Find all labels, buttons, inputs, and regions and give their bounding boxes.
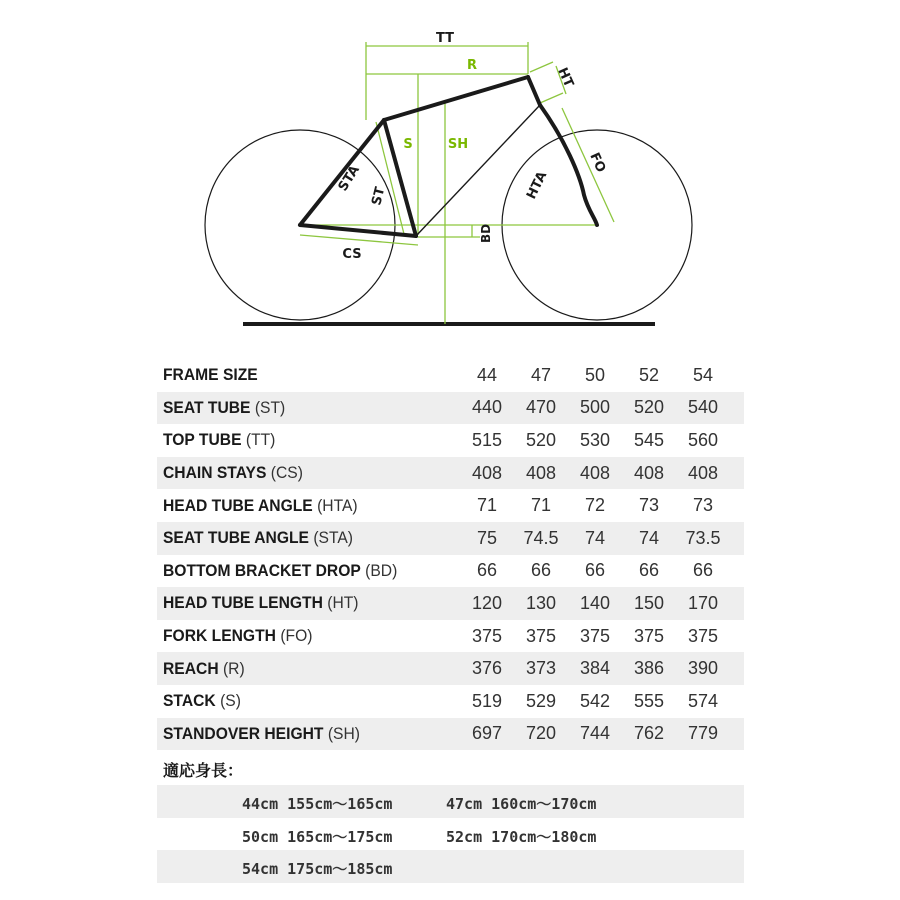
label-r: R (466, 58, 478, 73)
row-abbr: (CS) (270, 463, 303, 483)
row-name: FORK LENGTH (163, 626, 276, 646)
row-abbr: (STA) (313, 528, 354, 548)
table-cell: 375 (525, 625, 557, 646)
table-header-cell: 50 (584, 364, 606, 385)
table-cell: 373 (525, 658, 557, 679)
table-cell: 73.5 (685, 527, 721, 548)
row-name: HEAD TUBE ANGLE (163, 495, 313, 515)
fit-height-entry: 50cm 165cm～175cm (242, 827, 393, 846)
table-cell: 390 (687, 658, 719, 679)
table-cell: 744 (579, 723, 611, 744)
row-label (163, 659, 245, 679)
row-label (163, 528, 353, 548)
table-cell: 71 (476, 495, 498, 516)
table-row (157, 620, 744, 653)
row-label (163, 561, 397, 581)
table-cell: 384 (579, 658, 611, 679)
geometry-table (157, 359, 744, 750)
table-cell: 440 (471, 397, 503, 418)
table-row (157, 522, 744, 555)
fit-height-entry: 44cm 155cm～165cm (242, 795, 393, 813)
row-name: CHAIN STAYS (163, 463, 267, 483)
row-abbr: (FO) (280, 626, 313, 646)
table-cell: 375 (633, 625, 665, 646)
fit-height-title: 適応身長： (163, 761, 244, 780)
table-cell: 73 (638, 495, 660, 516)
fit-height-row (157, 818, 744, 851)
label-ht: HT (554, 65, 577, 90)
table-cell: 720 (525, 723, 557, 744)
row-name: TOP TUBE (163, 430, 242, 450)
table-cell: 697 (471, 723, 503, 744)
table-cell: 375 (579, 625, 611, 646)
label-sh: SH (447, 137, 469, 152)
row-abbr: (R) (222, 658, 245, 678)
table-row (157, 555, 744, 588)
table-cell: 375 (471, 625, 503, 646)
row-abbr: (S) (220, 691, 241, 711)
table-row (157, 392, 744, 425)
table-cell: 66 (530, 560, 552, 581)
table-cell: 540 (687, 397, 719, 418)
table-header-cell: 47 (530, 364, 552, 385)
table-cell: 73 (692, 495, 714, 516)
label-tt: TT (435, 31, 455, 46)
table-cell: 74 (638, 527, 660, 548)
table-cell: 72 (584, 495, 606, 516)
table-body (157, 392, 744, 751)
table-cell: 66 (476, 560, 498, 581)
fit-height-row (157, 785, 744, 818)
table-row (157, 587, 744, 620)
table-row (157, 685, 744, 718)
table-cell: 529 (525, 690, 557, 711)
table-row (157, 457, 744, 490)
frame-size-label: FRAME SIZE (163, 365, 258, 385)
row-label (163, 463, 303, 483)
row-label (163, 496, 358, 516)
table-cell: 574 (687, 690, 719, 711)
table-cell: 408 (525, 462, 557, 483)
table-cell: 130 (525, 592, 557, 613)
row-name: HEAD TUBE LENGTH (163, 593, 323, 613)
row-abbr: (BD) (365, 560, 398, 580)
table-cell: 520 (525, 429, 557, 450)
label-s: S (403, 137, 413, 152)
down-tube (416, 105, 540, 236)
table-cell: 500 (579, 397, 611, 418)
table-cell: 408 (633, 462, 665, 483)
table-cell: 545 (633, 429, 665, 450)
table-row (157, 652, 744, 685)
table-cell: 515 (471, 429, 503, 450)
table-cell: 555 (633, 690, 665, 711)
label-bd: BD (479, 223, 493, 243)
row-name: REACH (163, 658, 219, 678)
fit-height-entry: 52cm 170cm～180cm (446, 827, 597, 846)
row-abbr: (HT) (327, 593, 359, 613)
row-abbr: (ST) (254, 397, 286, 417)
table-cell: 470 (525, 397, 557, 418)
table-cell: 71 (530, 495, 552, 516)
table-cell: 170 (687, 592, 719, 613)
row-name: BOTTOM BRACKET DROP (163, 560, 361, 580)
row-name: SEAT TUBE (163, 397, 251, 417)
fit-height-entry: 47cm 160cm～170cm (446, 795, 597, 813)
table-header-cell: 54 (692, 364, 714, 385)
label-cs: CS (342, 247, 362, 262)
table-header-row (157, 359, 744, 392)
fit-height-table (157, 785, 744, 883)
table-cell: 560 (687, 429, 719, 450)
row-label (163, 724, 360, 744)
label-sta: STA (335, 163, 363, 195)
table-header-cell: 44 (476, 364, 498, 385)
label-hta: HTA (524, 169, 551, 202)
row-label (163, 593, 359, 613)
table-cell: 542 (579, 690, 611, 711)
table-row (157, 424, 744, 457)
table-row (157, 489, 744, 522)
fit-height-entry: 54cm 175cm～185cm (242, 860, 393, 879)
table-cell: 66 (692, 560, 714, 581)
row-label (163, 691, 241, 711)
row-label (163, 398, 285, 418)
table-row (157, 718, 744, 751)
table-cell: 375 (687, 625, 719, 646)
row-abbr: (TT) (245, 430, 276, 450)
table-cell: 520 (633, 397, 665, 418)
table-cell: 66 (584, 560, 606, 581)
table-cell: 120 (471, 592, 503, 613)
row-name: SEAT TUBE ANGLE (163, 528, 309, 548)
table-cell: 376 (471, 658, 503, 679)
table-cell: 75 (476, 527, 498, 548)
fit-height-row (157, 850, 744, 883)
table-cell: 140 (579, 592, 611, 613)
table-cell: 408 (471, 462, 503, 483)
bike-frame (300, 77, 597, 236)
table-cell: 386 (633, 658, 665, 679)
table-cell: 762 (633, 723, 665, 744)
row-name: STANDOVER HEIGHT (163, 723, 324, 743)
row-label (163, 626, 312, 646)
table-cell: 408 (579, 462, 611, 483)
row-abbr: (HTA) (317, 495, 358, 515)
label-st: ST (369, 185, 389, 207)
table-cell: 150 (633, 592, 665, 613)
table-cell: 74.5 (523, 527, 559, 548)
row-abbr: (SH) (327, 723, 360, 743)
row-label (163, 430, 275, 450)
row-name: STACK (163, 691, 216, 711)
bike-geometry-diagram (0, 0, 900, 340)
label-fo: FO (586, 150, 609, 175)
table-cell: 779 (687, 723, 719, 744)
table-header-cell: 52 (638, 364, 660, 385)
table-cell: 519 (471, 690, 503, 711)
table-cell: 74 (584, 527, 606, 548)
table-cell: 66 (638, 560, 660, 581)
table-cell: 408 (687, 462, 719, 483)
table-cell: 530 (579, 429, 611, 450)
